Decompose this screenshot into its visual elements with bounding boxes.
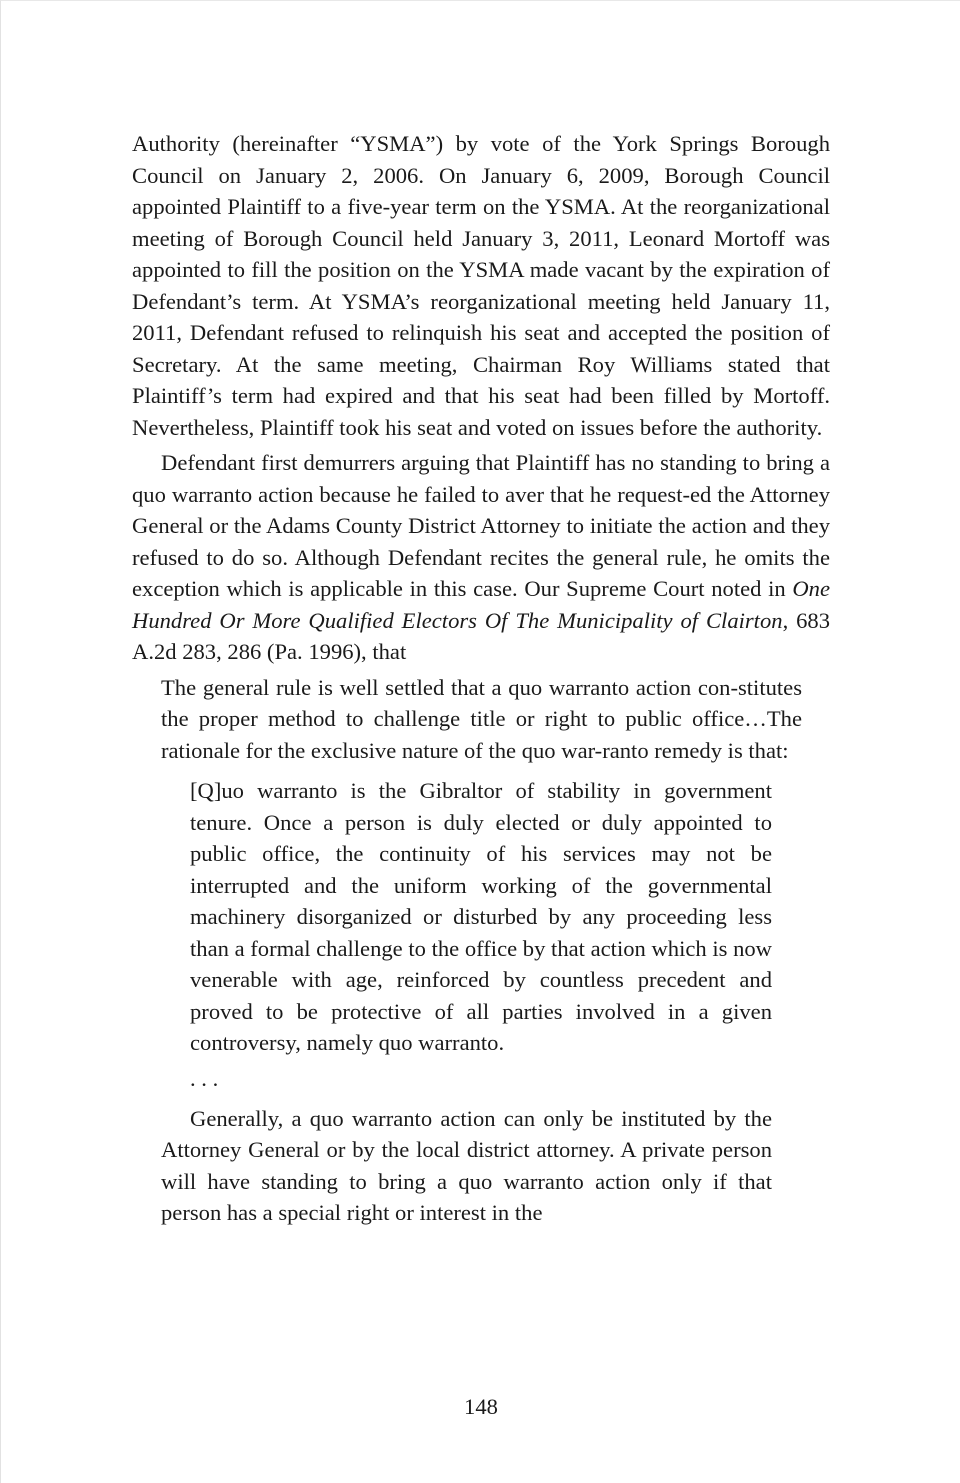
paragraph-2-text-after: , 683 A.2d 283, 286 (Pa. 1996), that <box>132 607 831 664</box>
page-number: 148 <box>464 1394 498 1419</box>
block-quote-1: The general rule is well settled that a quo warranto action con-stitutes the proper method to challenge title or right to public office…The rationale for the exclusive nature of the quo war-ranto remedy is that: <box>161 674 802 763</box>
case-citation-name: One Hundred Or More Qualified Electors Of The Municipality of Clairton <box>132 576 830 633</box>
block-quote-3: Generally, a quo warranto action can only be instituted by the Attorney General or by the local district attorney. A private person will have standing to bring a quo warranto action only if that person has a special right or interest in the <box>161 1105 772 1225</box>
ellipsis: . . . <box>190 1065 219 1091</box>
paragraph-1: Authority (hereinafter “YSMA”) by vote of the York Springs Borough Council on January 2, 2006. On January 6, 2009, Borough Council appointed Plaintiff to a five-year term on the YSMA. At the reorganizational meeting of Borough Council held January 3, 2011, Leonard Mortoff was appointed to fill the position on the YSMA made vacant by the expiration of Defendant’s term. At YSMA’s reorganizational meeting held January 11, 2011, Defendant refused to relinquish his seat and accepted the position of Secretary. At the same meeting, Chairman Roy Williams stated that Plaintiff’s term had expired and that his seat had been filled by Mortoff. Nevertheless, Plaintiff took his seat and voted on issues before the authority. <box>132 131 830 440</box>
block-quote-2: [Q]uo warranto is the Gibraltor of stability in government tenure. Once a person is duly elected or duly appointed to public office, the continuity of his services may not be interrupted and the uniform working of the governmental machinery disorganized or disturbed by any proceeding less than a formal challenge to the office by that action which is now venerable with age, reinforced by countless precedent and proved to be protective of all parties involved in a given controversy, namely quo warranto. <box>190 778 772 1055</box>
paragraph-2 <box>132 447 830 668</box>
body-text <box>132 128 830 1229</box>
paragraph-2-text-before: Defendant first demurrers arguing that Plaintiff has no standing to bring a quo warranto action because he failed to aver that he request-ed the Attorney General or the Adams County District Attorney to initiate the action and they refused to do so. Although Defendant recites the general rule, he omits the exception which is applicable in this case. Our Supreme Court noted in <box>132 450 830 601</box>
